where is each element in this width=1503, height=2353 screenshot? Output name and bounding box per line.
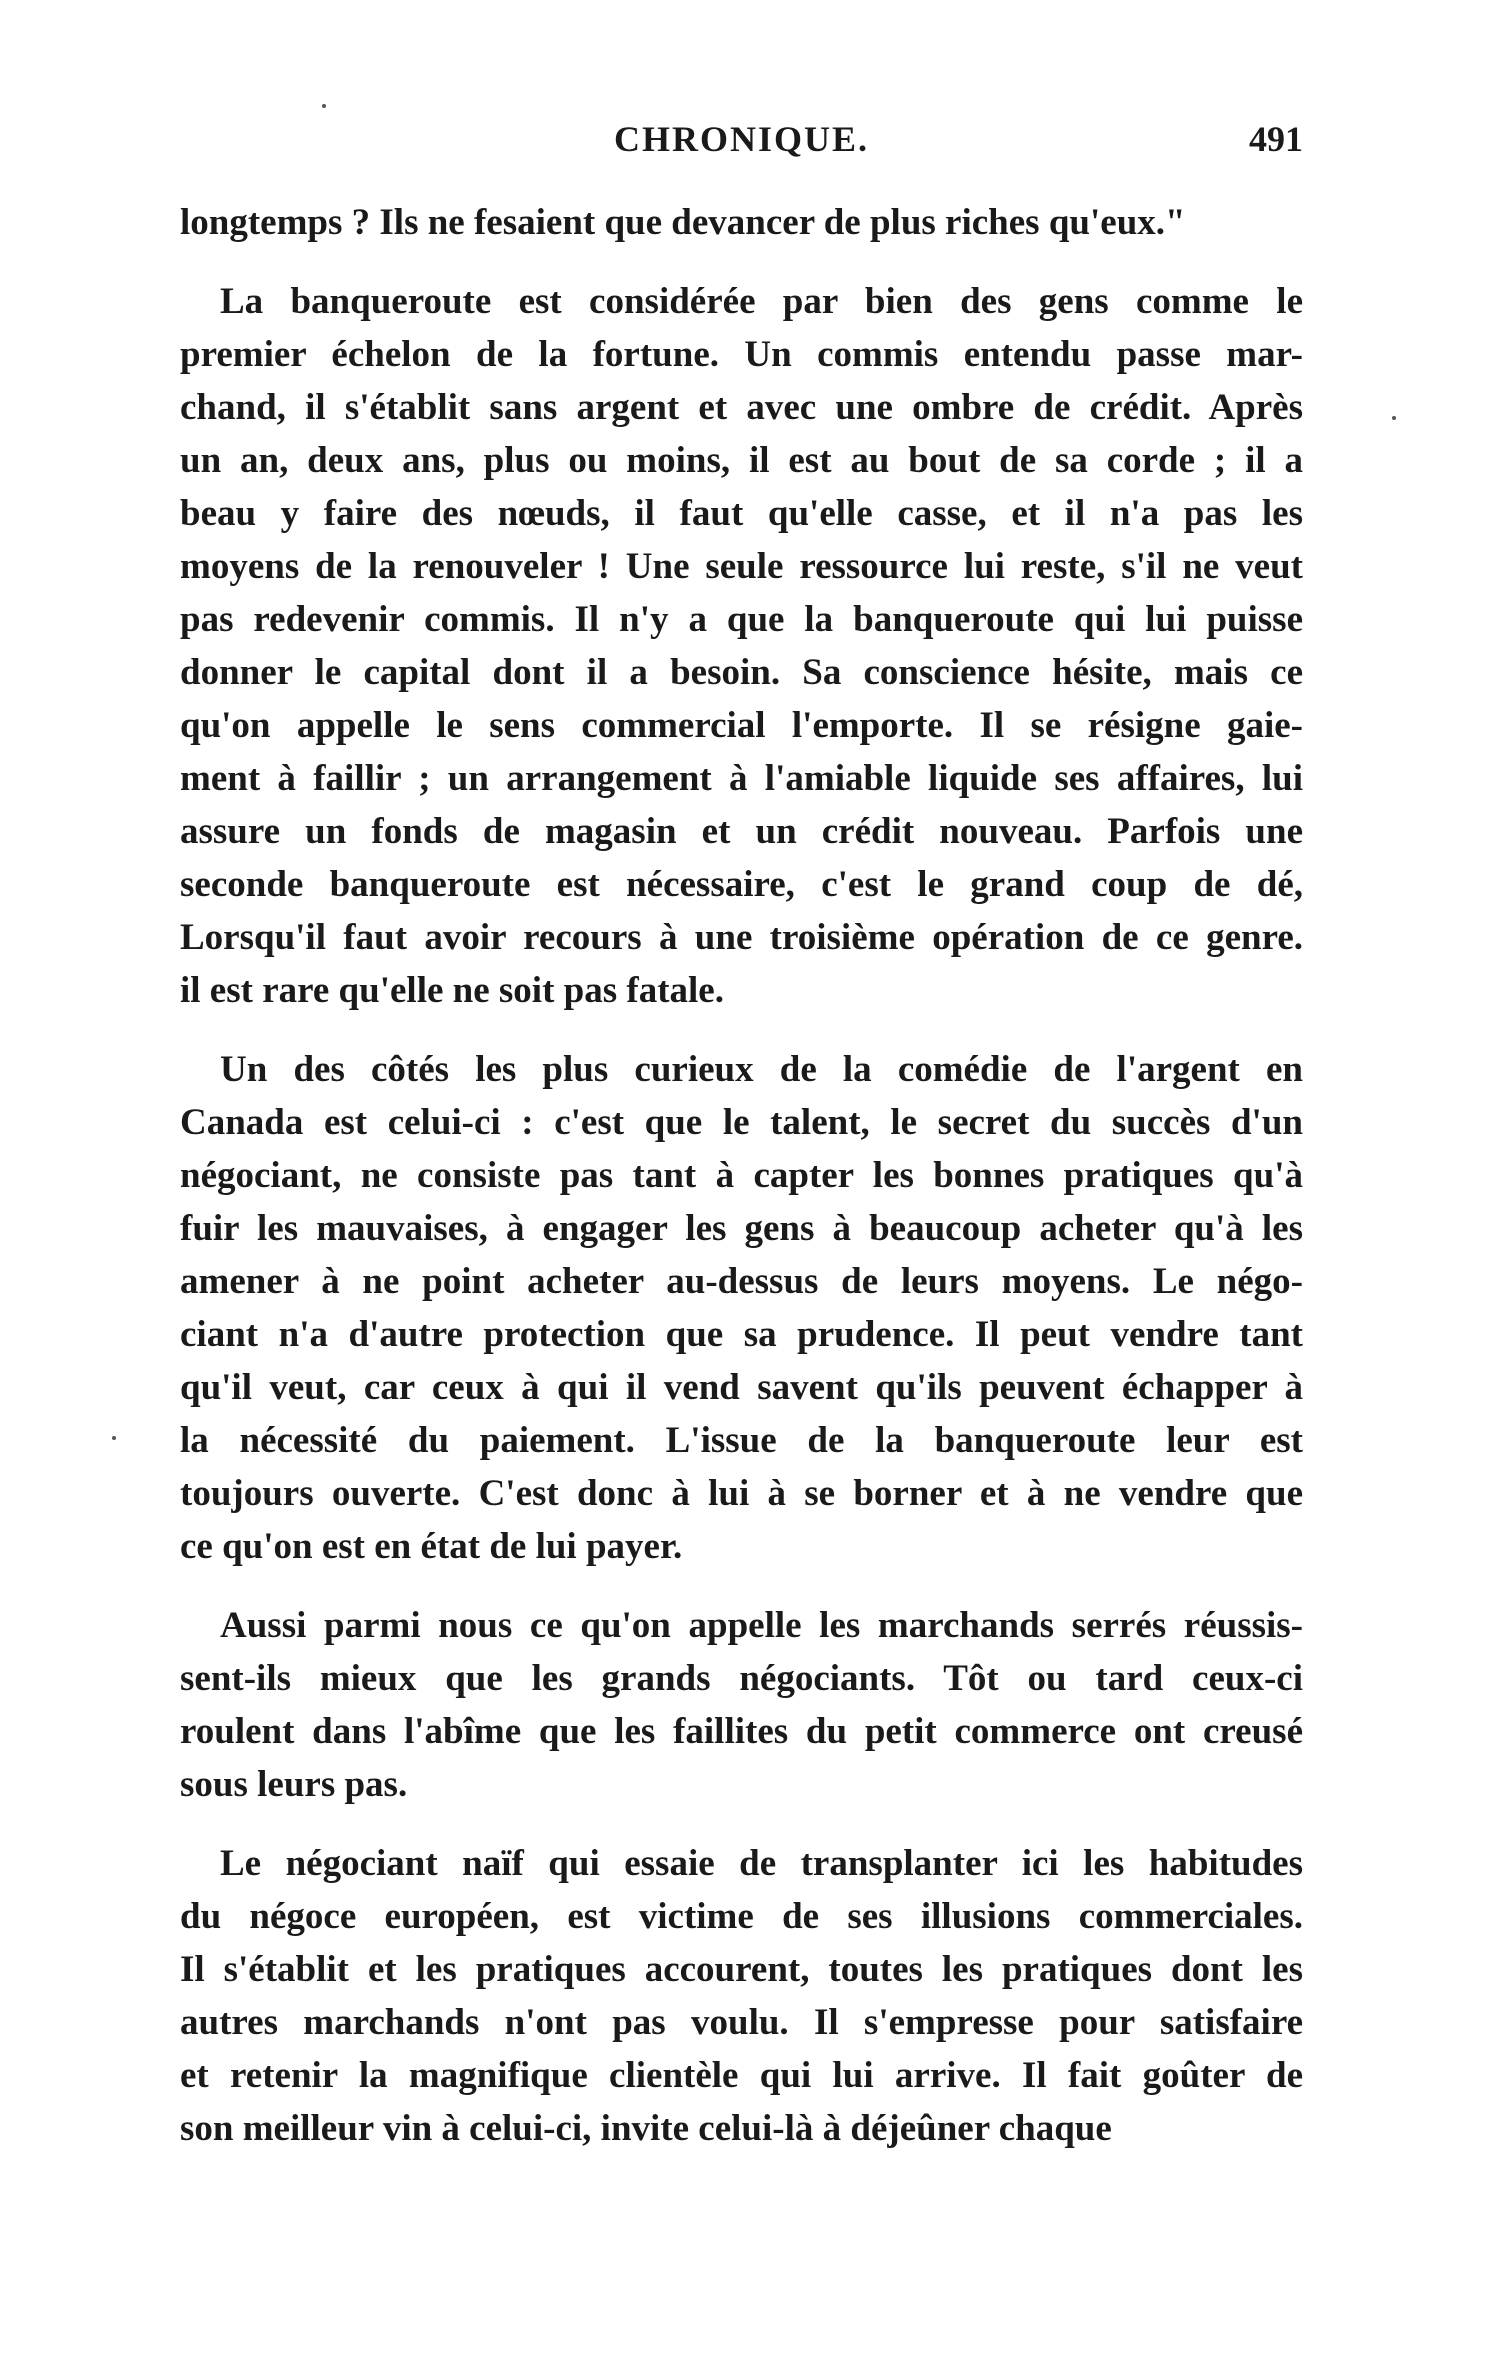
text-line: autres marchands n'ont pas voulu. Il s'empresse pour satisfaire: [180, 2002, 1303, 2043]
scan-speck: [322, 104, 326, 108]
text-line: sent-ils mieux que les grands négociants. Tôt ou tard ceux-ci: [180, 1658, 1303, 1699]
text-line: et retenir la magnifique clientèle qui lui arrive. Il fait goûter de: [180, 2055, 1303, 2096]
paragraph: [180, 275, 1303, 1017]
text-line: négociant, ne consiste pas tant à capter les bonnes pratiques qu'à: [180, 1155, 1303, 1196]
text-line: Un des côtés les plus curieux de la comédie de l'argent en: [220, 1049, 1303, 1090]
text-line: il est rare qu'elle ne soit pas fatale.: [180, 970, 724, 1011]
paragraph: [180, 1043, 1303, 1573]
text-line: sous leurs pas.: [180, 1764, 408, 1805]
text-line: longtemps ? Ils ne fesaient que devancer de plus riches qu'eux.": [180, 202, 1186, 243]
text-line: Aussi parmi nous ce qu'on appelle les marchands serrés réussis-: [220, 1605, 1303, 1646]
body-text: [180, 196, 1303, 2181]
text-line: ment à faillir ; un arrangement à l'amiable liquide ses affaires, lui: [180, 758, 1303, 799]
page-header: [180, 118, 1303, 178]
text-line: Il s'établit et les pratiques accourent, toutes les pratiques dont les: [180, 1949, 1303, 1990]
paragraph: [180, 1837, 1303, 2155]
text-line: son meilleur vin à celui-ci, invite celui-là à déjeûner chaque: [180, 2108, 1112, 2149]
text-line: donner le capital dont il a besoin. Sa conscience hésite, mais ce: [180, 652, 1303, 693]
text-line: chand, il s'établit sans argent et avec une ombre de crédit. Après: [180, 387, 1303, 428]
text-line: ciant n'a d'autre protection que sa prudence. Il peut vendre tant: [180, 1314, 1303, 1355]
scan-speck: [1392, 416, 1396, 420]
paragraph: [180, 196, 1303, 249]
text-line: Lorsqu'il faut avoir recours à une troisième opération de ce genre.: [180, 917, 1303, 958]
text-line: qu'on appelle le sens commercial l'emporte. Il se résigne gaie-: [180, 705, 1303, 746]
text-line: roulent dans l'abîme que les faillites du petit commerce ont creusé: [180, 1711, 1303, 1752]
text-line: qu'il veut, car ceux à qui il vend savent qu'ils peuvent échapper à: [180, 1367, 1303, 1408]
running-title: CHRONIQUE.: [613, 119, 870, 159]
text-line: du négoce européen, est victime de ses illusions commerciales.: [180, 1896, 1303, 1937]
text-line: fuir les mauvaises, à engager les gens à beaucoup acheter qu'à les: [180, 1208, 1303, 1249]
text-line: la nécessité du paiement. L'issue de la banqueroute leur est: [180, 1420, 1303, 1461]
text-line: Le négociant naïf qui essaie de transplanter ici les habitudes: [220, 1843, 1303, 1884]
text-line: moyens de la renouveler ! Une seule ressource lui reste, s'il ne veut: [180, 546, 1303, 587]
text-line: ce qu'on est en état de lui payer.: [180, 1526, 683, 1567]
text-line: seconde banqueroute est nécessaire, c'est le grand coup de dé,: [180, 864, 1303, 905]
text-line: toujours ouverte. C'est donc à lui à se borner et à ne vendre que: [180, 1473, 1303, 1514]
text-line: assure un fonds de magasin et un crédit nouveau. Parfois une: [180, 811, 1303, 852]
text-line: premier échelon de la fortune. Un commis entendu passe mar-: [180, 334, 1303, 375]
text-line: pas redevenir commis. Il n'y a que la banqueroute qui lui puisse: [180, 599, 1303, 640]
text-line: beau y faire des nœuds, il faut qu'elle casse, et il n'a pas les: [180, 493, 1303, 534]
paragraph: [180, 1599, 1303, 1811]
page-number: 491: [1249, 119, 1303, 159]
text-line: Canada est celui-ci : c'est que le talent, le secret du succès d'un: [180, 1102, 1303, 1143]
scan-speck: [112, 1436, 116, 1440]
text-line: La banqueroute est considérée par bien des gens comme le: [220, 281, 1303, 322]
text-line: amener à ne point acheter au-dessus de leurs moyens. Le négo-: [180, 1261, 1303, 1302]
text-line: un an, deux ans, plus ou moins, il est au bout de sa corde ; il a: [180, 440, 1303, 481]
